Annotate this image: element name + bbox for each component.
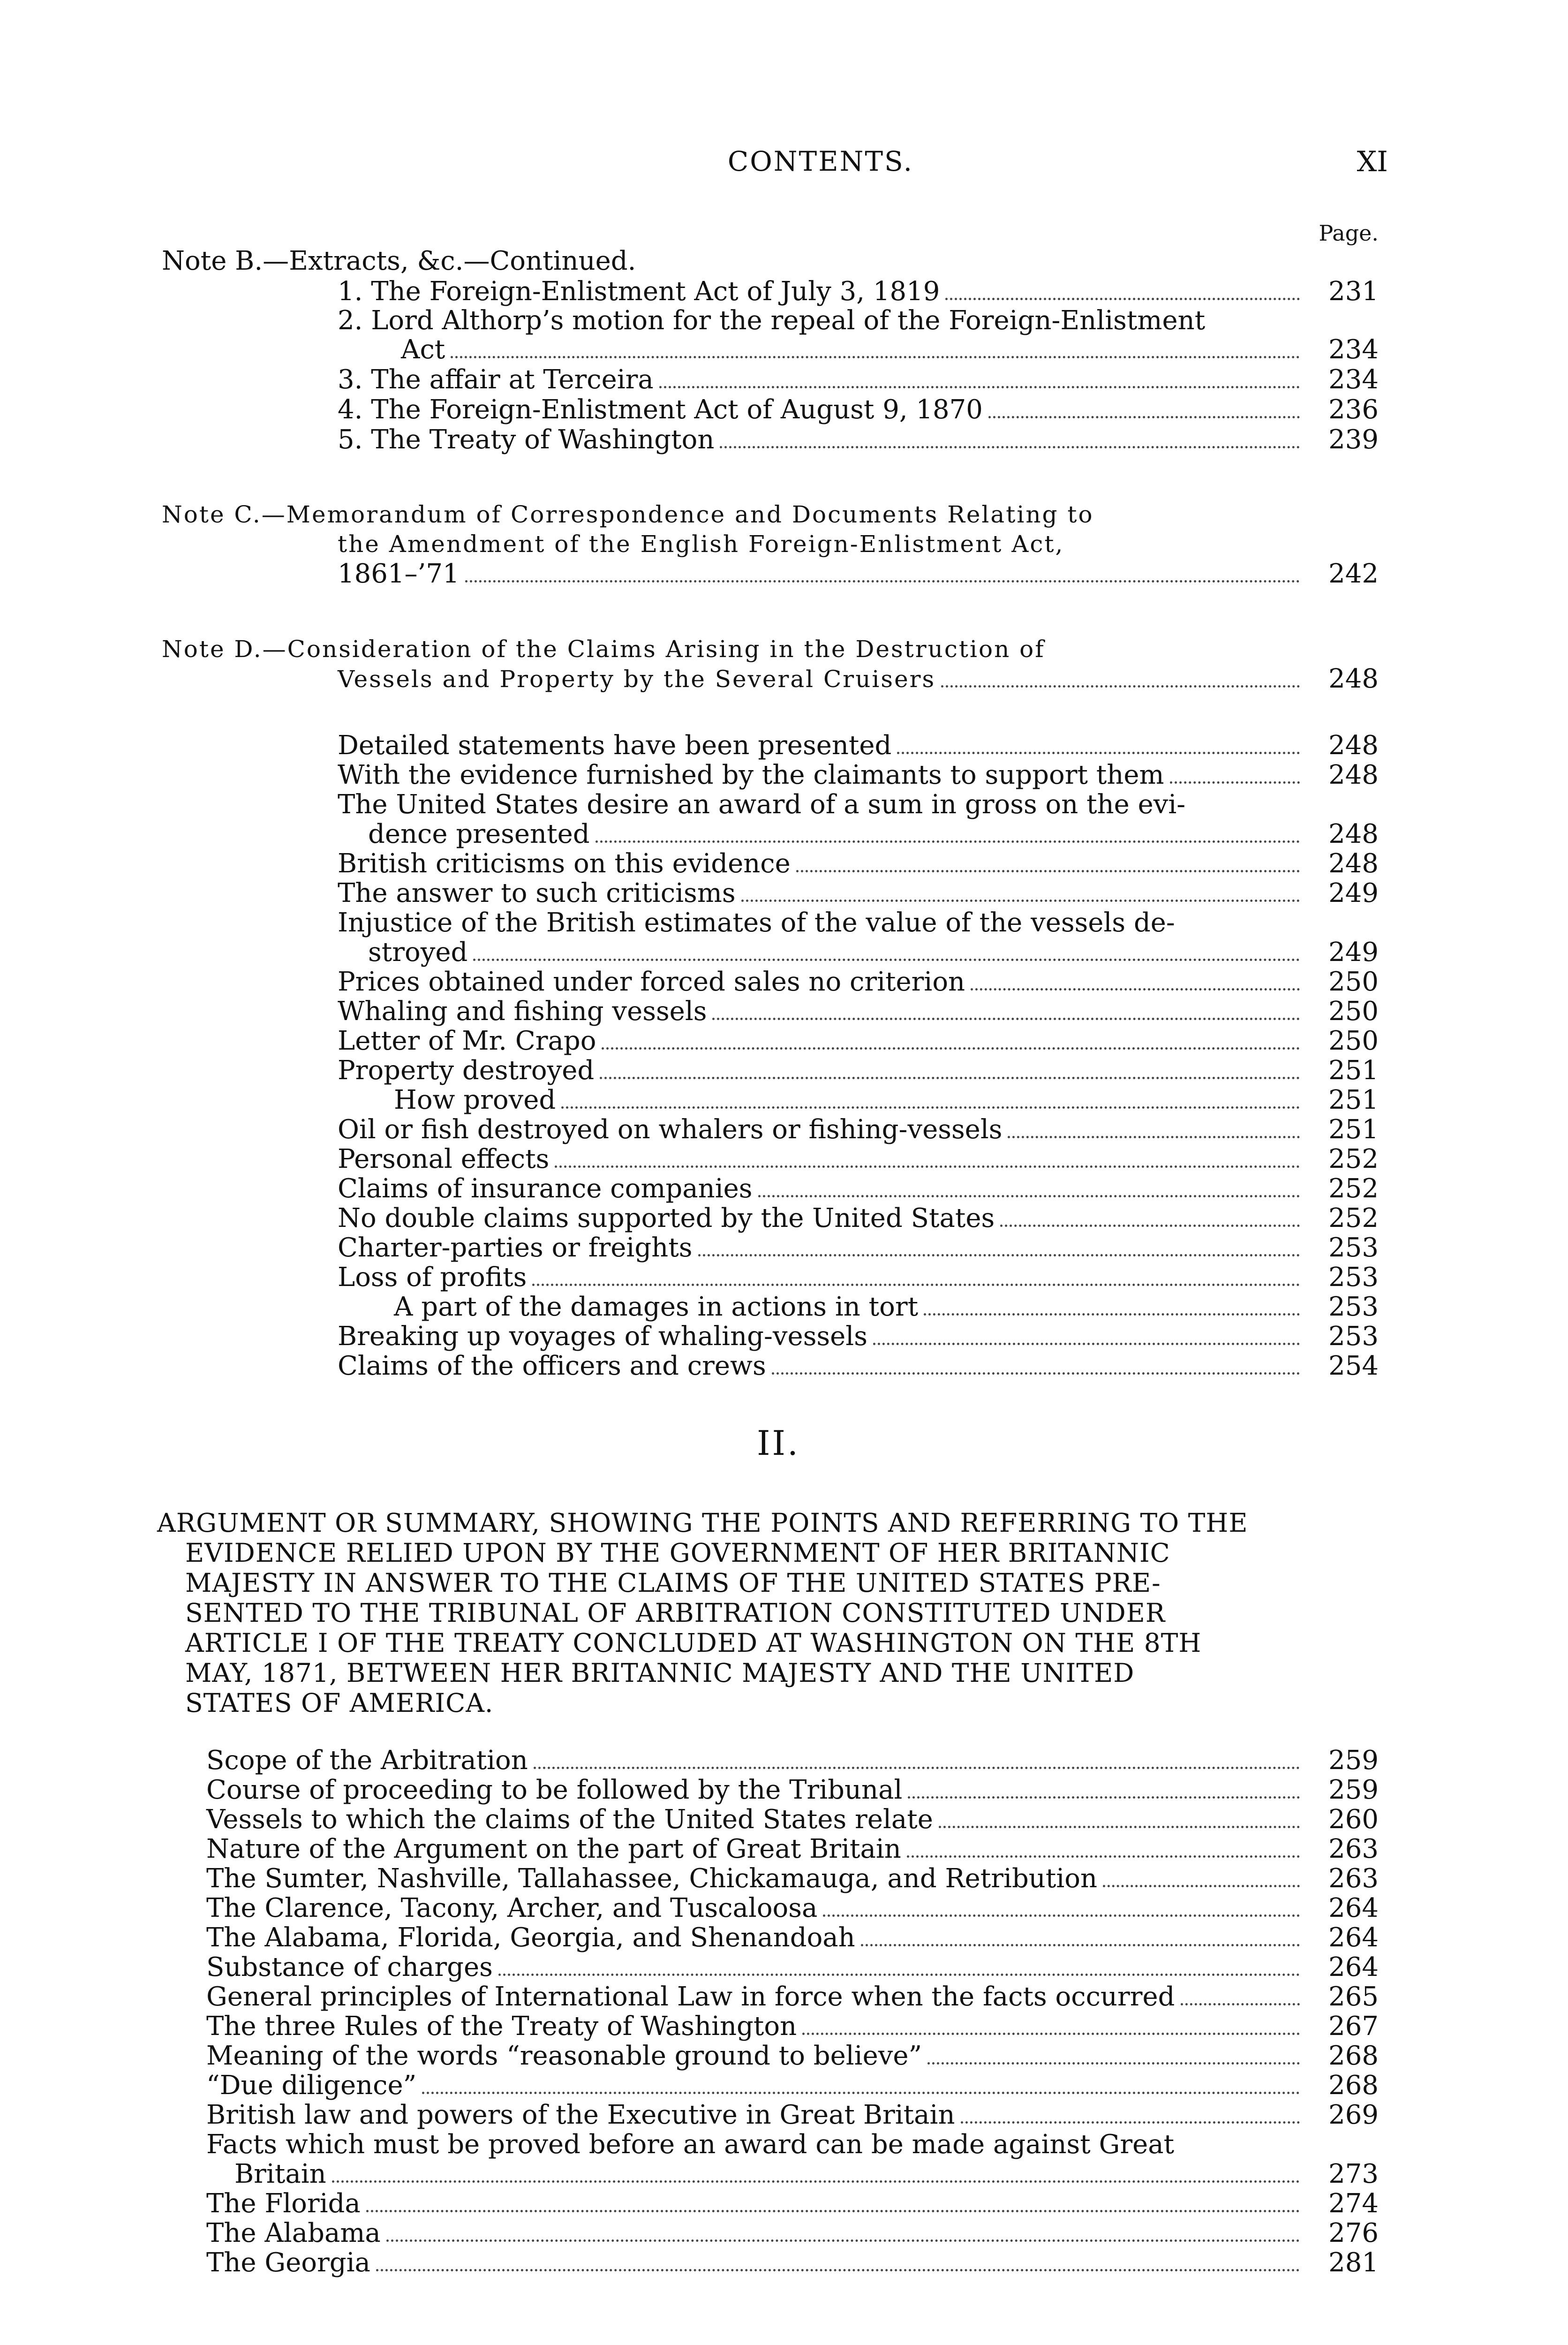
entry-text-cont: dence presented — [368, 819, 590, 849]
entry-text: The Alabama, Florida, Georgia, and Shenandoah — [206, 1922, 855, 1953]
dot-leader — [1170, 781, 1300, 784]
toc-entry — [206, 2218, 1379, 2248]
dot-leader — [422, 2092, 1300, 2094]
dot-leader — [1008, 1136, 1300, 1138]
entry-page: 242 — [1328, 559, 1379, 589]
toc-entry — [338, 1351, 1379, 1381]
entry-page: 265 — [1328, 1982, 1379, 2012]
entry-text: Claims of the officers and crews — [338, 1351, 766, 1381]
toc-entry — [206, 1923, 1379, 1953]
entry-page: 248 — [1328, 760, 1379, 790]
dot-leader — [897, 752, 1300, 754]
toc-entry — [338, 1056, 1379, 1086]
entry-page: 249 — [1328, 937, 1379, 968]
entry-page: 234 — [1328, 334, 1379, 365]
entry-page: 268 — [1328, 2041, 1379, 2071]
entry-text: A part of the damages in actions in tort — [394, 1292, 919, 1322]
entry-page: 264 — [1328, 1922, 1379, 1953]
entry-page: 252 — [1328, 1173, 1379, 1204]
entry-text: Vessels to which the claims of the United States relate — [206, 1804, 933, 1835]
toc-entry — [368, 938, 1379, 968]
dot-leader — [555, 1165, 1300, 1168]
entry-page: 251 — [1328, 1055, 1379, 1086]
note-d-heading-line2: Vessels and Property by the Several Cruisers — [338, 666, 936, 693]
entry-page: 281 — [1328, 2247, 1379, 2278]
entry-text: Charter-parties or freights — [338, 1233, 693, 1263]
entry-page: 267 — [1328, 2011, 1379, 2042]
toc-entry — [206, 1834, 1379, 1864]
entry-text: No double claims supported by the United States — [338, 1203, 995, 1233]
entry-text: “Due diligence” — [206, 2070, 417, 2101]
toc-entry — [206, 2248, 1379, 2278]
toc-entry — [338, 1174, 1379, 1204]
toc-entry — [206, 1775, 1379, 1805]
entry-page: 259 — [1328, 1745, 1379, 1776]
entry-text: Prices obtained under forced sales no criterion — [338, 967, 965, 997]
toc-entry — [206, 2012, 1379, 2042]
entry-text: Meaning of the words “reasonable ground to believe” — [206, 2041, 922, 2071]
entry-page: 259 — [1328, 1775, 1379, 1805]
entry-page: 268 — [1328, 2070, 1379, 2101]
argument-line: ARGUMENT OR SUMMARY, SHOWING THE POINTS AND REFERRING TO THE — [157, 1508, 1248, 1538]
dot-leader — [908, 1796, 1300, 1799]
dot-leader — [561, 1106, 1300, 1109]
entry-text: Whaling and fishing vessels — [338, 996, 707, 1027]
entry-page: 253 — [1328, 1321, 1379, 1352]
entry-text-cont: stroyed — [368, 937, 468, 968]
argument-line: MAY, 1871, BETWEEN HER BRITANNIC MAJESTY AND THE UNITED — [185, 1658, 1135, 1688]
dot-leader — [332, 2180, 1300, 2183]
toc-entry — [338, 760, 1379, 790]
entry-page: 248 — [1328, 664, 1379, 694]
toc-entry — [338, 1322, 1379, 1352]
entry-text: The Georgia — [206, 2247, 370, 2278]
argument-line: MAJESTY IN ANSWER TO THE CLAIMS OF THE UNITED STATES PRE- — [185, 1568, 1161, 1598]
toc-entry — [206, 1982, 1379, 2012]
entry-text: Letter of Mr. Crapo — [338, 1026, 596, 1056]
entry-page: 253 — [1328, 1292, 1379, 1322]
toc-entry — [338, 997, 1379, 1027]
toc-entry — [338, 849, 1379, 879]
dot-leader — [758, 1195, 1300, 1197]
entry-text: Scope of the Arbitration — [206, 1745, 528, 1776]
dot-leader — [596, 840, 1300, 843]
toc-entry — [338, 559, 1379, 589]
entry-text: With the evidence furnished by the claimants to support them — [338, 760, 1164, 790]
entry-page: 248 — [1328, 819, 1379, 849]
dot-leader — [712, 1018, 1300, 1020]
dot-leader — [927, 2062, 1300, 2065]
entry-page: 250 — [1328, 967, 1379, 997]
toc-entry — [338, 1115, 1379, 1145]
dot-leader — [939, 1826, 1300, 1828]
entry-page: 252 — [1328, 1203, 1379, 1233]
entry-page: 236 — [1328, 394, 1379, 425]
entry-text: The Clarence, Tacony, Archer, and Tuscaloosa — [206, 1893, 818, 1923]
dot-leader — [498, 1974, 1300, 1976]
entry-page: 250 — [1328, 996, 1379, 1027]
entry-text: 5. The Treaty of Washington — [338, 424, 715, 455]
dot-leader — [534, 1767, 1300, 1769]
entry-text: 1. The Foreign-Enlistment Act of July 3, 1819 — [338, 276, 940, 307]
entry-page: 263 — [1328, 1834, 1379, 1864]
entry-text: Substance of charges — [206, 1952, 493, 1982]
entry-page: 251 — [1328, 1114, 1379, 1145]
toc-entry — [206, 2189, 1379, 2219]
toc-entry — [234, 2159, 1379, 2189]
dot-leader — [366, 2210, 1300, 2212]
entry-text: Nature of the Argument on the part of Great Britain — [206, 1834, 901, 1864]
toc-entry — [338, 1233, 1379, 1263]
entry-text-cont: Britain — [234, 2159, 326, 2189]
entry-text: General principles of International Law in force when the facts occurred — [206, 1982, 1175, 2012]
dot-leader — [1181, 2003, 1300, 2005]
dot-leader — [941, 685, 1300, 688]
entry-text: The United States desire an award of a sum in gross on the evi- — [338, 789, 1186, 820]
dot-leader — [659, 386, 1300, 388]
entry-text: British criticisms on this evidence — [338, 848, 791, 879]
note-c-heading-line3: 1861–’71 — [338, 559, 460, 589]
dot-leader — [823, 1914, 1300, 1917]
entry-page: 254 — [1328, 1351, 1379, 1381]
entry-page: 248 — [1328, 730, 1379, 761]
running-head-title: CONTENTS. — [727, 145, 914, 177]
toc-entry — [338, 1144, 1379, 1174]
entry-text: Oil or fish destroyed on whalers or fishing-vessels — [338, 1114, 1003, 1145]
toc-entry — [338, 365, 1379, 395]
entry-text: British law and powers of the Executive in Great Britain — [206, 2100, 955, 2130]
entry-text: How proved — [394, 1085, 556, 1115]
entry-page: 252 — [1328, 1144, 1379, 1174]
dot-leader — [796, 870, 1300, 872]
entry-text: Claims of insurance companies — [338, 1173, 753, 1204]
argument-line: SENTED TO THE TRIBUNAL OF ARBITRATION CONSTITUTED UNDER — [185, 1598, 1166, 1628]
entry-text: Loss of profits — [338, 1262, 527, 1293]
dot-leader — [988, 416, 1300, 418]
entry-text: The Sumter, Nashville, Tallahassee, Chickamauga, and Retribution — [206, 1863, 1098, 1894]
dot-leader — [907, 1855, 1300, 1858]
argument-line: ARTICLE I OF THE TREATY CONCLUDED AT WASHINGTON ON THE 8TH — [185, 1628, 1202, 1658]
entry-page: 253 — [1328, 1233, 1379, 1263]
entry-text: Injustice of the British estimates of the value of the vessels de- — [338, 908, 1175, 938]
entry-text: Property destroyed — [338, 1055, 595, 1086]
toc-entry — [206, 2100, 1379, 2130]
entry-text: The Florida — [206, 2188, 361, 2219]
entry-page: 250 — [1328, 1026, 1379, 1056]
entry-page: 273 — [1328, 2159, 1379, 2189]
entry-text: Detailed statements have been presented — [338, 730, 892, 761]
entry-page: 239 — [1328, 424, 1379, 455]
page-column-label: Page. — [1319, 220, 1379, 246]
dot-leader — [386, 2239, 1300, 2242]
entry-text: Breaking up voyages of whaling-vessels — [338, 1321, 867, 1352]
dot-leader — [945, 298, 1300, 300]
entry-text: 2. Lord Althorp’s motion for the repeal of the Foreign-Enlistment — [338, 305, 1206, 336]
dot-leader — [698, 1254, 1300, 1256]
entry-page: 249 — [1328, 878, 1379, 908]
dot-leader — [741, 900, 1300, 902]
toc-entry — [206, 2041, 1379, 2071]
argument-line: STATES OF AMERICA. — [185, 1688, 494, 1718]
entry-page: 264 — [1328, 1893, 1379, 1923]
dot-leader — [451, 356, 1300, 358]
dot-leader — [802, 2033, 1300, 2035]
toc-entry — [206, 1893, 1379, 1923]
entry-page: 260 — [1328, 1804, 1379, 1835]
note-d-heading-line1: Note D.—Consideration of the Claims Arising in the Destruction of — [162, 635, 1045, 663]
dot-leader — [861, 1944, 1300, 1946]
entry-text: 3. The affair at Terceira — [338, 364, 654, 395]
dot-leader — [924, 1313, 1300, 1316]
entry-text: The three Rules of the Treaty of Washington — [206, 2011, 797, 2042]
entry-text: Course of proceeding to be followed by the Tribunal — [206, 1775, 903, 1805]
dot-leader — [600, 1077, 1300, 1079]
toc-entry — [338, 395, 1379, 425]
toc-entry — [206, 1805, 1379, 1835]
toc-entry — [206, 2071, 1379, 2101]
entry-page: 274 — [1328, 2188, 1379, 2219]
note-b-heading: Note B.—Extracts, &c.—Continued. — [162, 246, 636, 276]
dot-leader — [602, 1047, 1300, 1050]
section-number: II. — [757, 1423, 800, 1463]
toc-entry — [206, 1952, 1379, 1982]
toc-entry — [338, 878, 1379, 908]
toc-entry — [394, 1085, 1379, 1115]
toc-entry — [338, 1203, 1379, 1233]
argument-line: EVIDENCE RELIED UPON BY THE GOVERNMENT OF HER BRITANNIC — [185, 1538, 1170, 1568]
dot-leader — [1103, 1885, 1300, 1887]
dot-leader — [720, 446, 1300, 448]
entry-page: 251 — [1328, 1085, 1379, 1115]
entry-page: 248 — [1328, 848, 1379, 879]
entry-page: 276 — [1328, 2218, 1379, 2248]
dot-leader — [971, 988, 1300, 991]
entry-page: 231 — [1328, 276, 1379, 307]
entry-text: The Alabama — [206, 2218, 381, 2248]
toc-entry — [338, 277, 1379, 307]
toc-entry — [206, 1746, 1379, 1776]
toc-entry — [338, 967, 1379, 997]
entry-text: Personal effects — [338, 1144, 550, 1174]
note-c-heading-line1: Note C.—Memorandum of Correspondence and Documents Relating to — [162, 501, 1094, 528]
entry-page: 253 — [1328, 1262, 1379, 1293]
entry-page: 269 — [1328, 2100, 1379, 2130]
entry-page: 234 — [1328, 364, 1379, 395]
toc-entry — [338, 731, 1379, 761]
entry-page: 264 — [1328, 1952, 1379, 1982]
entry-text: 4. The Foreign-Enlistment Act of August 9, 1870 — [338, 394, 983, 425]
dot-leader — [465, 580, 1300, 582]
toc-entry — [206, 1864, 1379, 1894]
argument-summary-heading — [157, 1508, 1379, 1718]
entry-page: 263 — [1328, 1863, 1379, 1894]
dot-leader — [532, 1284, 1300, 1286]
dot-leader — [961, 2121, 1300, 2124]
dot-leader — [873, 1343, 1300, 1345]
dot-leader — [772, 1372, 1300, 1375]
toc-entry — [338, 1026, 1379, 1056]
toc-entry — [394, 1292, 1379, 1322]
entry-text-cont: Act — [401, 334, 445, 365]
dot-leader — [473, 959, 1300, 961]
entry-text: The answer to such criticisms — [338, 878, 736, 908]
toc-entry — [338, 664, 1379, 694]
toc-entry — [338, 425, 1379, 455]
toc-entry — [338, 1263, 1379, 1293]
entry-text: Facts which must be proved before an award can be made against Great — [206, 2129, 1175, 2160]
note-c-heading-line2: the Amendment of the English Foreign-Enlistment Act, — [338, 530, 1064, 558]
dot-leader — [376, 2269, 1300, 2271]
toc-entry — [401, 335, 1379, 365]
toc-entry — [368, 819, 1379, 849]
page-folio: XI — [1357, 145, 1388, 178]
dot-leader — [1000, 1225, 1300, 1227]
